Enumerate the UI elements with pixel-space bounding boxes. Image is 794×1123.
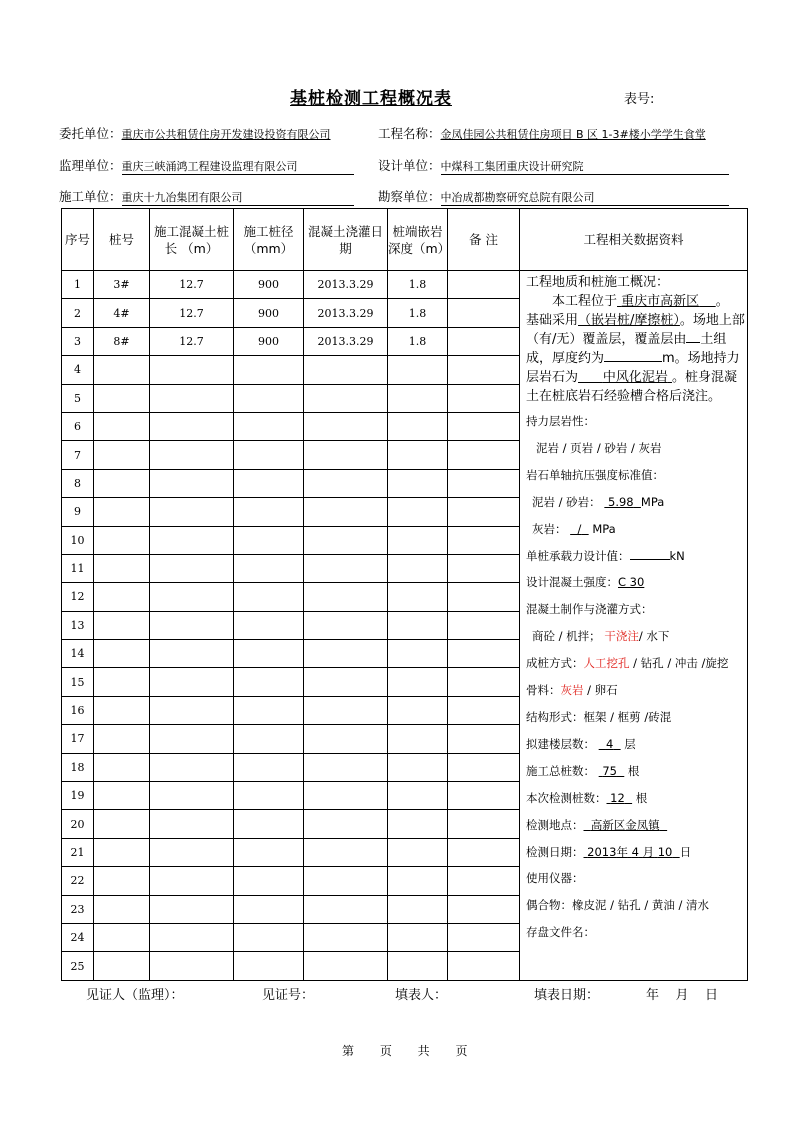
row-embed-depth [388, 838, 448, 866]
foundation-prefix: 基础采用 [526, 313, 579, 328]
row-diameter [234, 469, 304, 497]
row-diameter [234, 952, 304, 980]
design-label: 设计单位： [378, 158, 441, 173]
bearing-label: 持力层岩性： [526, 414, 595, 428]
method-label: 混凝土制作与浇灌方式： [526, 602, 653, 617]
row-length: 12.7 [150, 299, 234, 327]
method-b: / 水下 [638, 629, 670, 644]
form-options: / 钻孔 / 冲击 /旋挖 [633, 656, 729, 671]
floors-text: 4 [605, 736, 614, 751]
lime-text: / [577, 521, 582, 536]
lime-label: 灰岩： [532, 521, 567, 536]
row-remark [448, 867, 520, 895]
row-pile-no [94, 554, 150, 582]
row-remark [448, 810, 520, 838]
row-embed-depth [388, 895, 448, 923]
row-pile-no: 4# [94, 299, 150, 327]
row-pile-no: 3# [94, 271, 150, 299]
row-no: 10 [62, 526, 94, 554]
row-embed-depth [388, 469, 448, 497]
date-value [584, 845, 680, 859]
row-length [150, 867, 234, 895]
header-pile-no: 桩号 [94, 209, 150, 271]
row-length [150, 583, 234, 611]
aggregate-selected: 灰岩 [560, 683, 584, 698]
row-pour-date [304, 412, 388, 440]
row-embed-depth [388, 412, 448, 440]
geo-body: 本工程位于 重庆市高新区 。 [552, 294, 729, 309]
soil-text: 土组成，厚度约为 [526, 332, 727, 366]
row-diameter [234, 412, 304, 440]
row-remark [448, 384, 520, 412]
row-diameter [234, 640, 304, 668]
aggregate-options: / 卵石 [587, 683, 618, 698]
bearing-options: 泥岩 / 页岩 / 砂岩 / 灰岩 [536, 440, 662, 455]
site-text: 高新区金凤镇 [590, 817, 660, 832]
row-pile-no [94, 356, 150, 384]
ucs-label: 岩石单轴抗压强度标准值： [526, 467, 664, 482]
row-diameter [234, 554, 304, 582]
design-line [378, 156, 729, 175]
site-line [526, 812, 747, 839]
pile-test-table [61, 208, 748, 981]
row-length [150, 356, 234, 384]
row-embed-depth [388, 356, 448, 384]
row-no: 25 [62, 952, 94, 980]
foundation-value: （嵌岩桩/摩擦桩） [578, 313, 680, 328]
location-prefix: 本工程位于 [552, 294, 618, 309]
row-pile-no [94, 498, 150, 526]
row-embed-depth: 1.8 [388, 271, 448, 299]
site-value [584, 818, 668, 832]
row-pile-no [94, 895, 150, 923]
row-pile-no [94, 583, 150, 611]
row-pile-no: 8# [94, 327, 150, 355]
row-length [150, 611, 234, 639]
row-remark [448, 356, 520, 384]
capacity-line [526, 543, 747, 570]
method-selected: 干浇注 [604, 629, 639, 644]
strength-label: 设计混凝土强度： [526, 575, 618, 590]
floors-label: 拟建楼层数： [526, 736, 595, 751]
row-length [150, 753, 234, 781]
fill-date-label: 填表日期： [534, 988, 600, 1003]
row-remark [448, 725, 520, 753]
tested-value [607, 791, 633, 805]
geo-heading: 工程地质和桩施工概况： [526, 275, 670, 290]
row-remark [448, 469, 520, 497]
row-length [150, 810, 234, 838]
row-no: 9 [62, 498, 94, 526]
geo-paragraph [526, 273, 747, 406]
row-embed-depth: 1.8 [388, 327, 448, 355]
row-pile-no [94, 838, 150, 866]
row-embed-depth [388, 498, 448, 526]
row-pour-date [304, 441, 388, 469]
row-pile-no [94, 782, 150, 810]
row-remark [448, 271, 520, 299]
row-pour-date [304, 895, 388, 923]
tested-line [526, 785, 747, 812]
row-length [150, 668, 234, 696]
row-pour-date [304, 923, 388, 951]
row-embed-depth [388, 725, 448, 753]
row-diameter [234, 895, 304, 923]
supervisor-line [59, 156, 354, 175]
row-remark [448, 498, 520, 526]
row-embed-depth [388, 696, 448, 724]
row-embed-depth [388, 782, 448, 810]
row-no: 22 [62, 867, 94, 895]
strength-value: C 30 [618, 575, 645, 590]
mud-text: 5.98 [608, 494, 634, 509]
lime-value [570, 522, 589, 536]
foundation-body [526, 311, 747, 406]
builder-line [59, 187, 354, 206]
row-embed-depth: 1.8 [388, 299, 448, 327]
row-remark [448, 526, 520, 554]
row-length [150, 782, 234, 810]
row-remark [448, 782, 520, 810]
page-title: 基桩检测工程概况表 [290, 89, 452, 109]
total-value [599, 764, 625, 778]
tested-unit: 根 [635, 790, 648, 805]
row-remark [448, 838, 520, 866]
row-pour-date: 2013.3.29 [304, 327, 388, 355]
row-pour-date: 2013.3.29 [304, 271, 388, 299]
foundation-text: 。场地上部（有/无）覆盖层，覆盖层由 [526, 313, 745, 347]
client-label: 委托单位： [59, 126, 122, 141]
row-pour-date [304, 554, 388, 582]
row-diameter [234, 923, 304, 951]
site-label: 检测地点： [526, 817, 584, 832]
row-pile-no [94, 469, 150, 497]
project-data-cell [520, 271, 748, 981]
rock-text: 中风化泥岩 [602, 370, 668, 385]
table-number-label: 表号: [624, 92, 655, 107]
date-month: 4 [631, 844, 639, 859]
row-pile-no [94, 441, 150, 469]
coupling-line: 偶合物：橡皮泥 / 钻孔 / 黄油 / 清水 [526, 898, 710, 913]
floors-unit: 层 [624, 736, 636, 751]
row-no: 12 [62, 583, 94, 611]
date-year: 2013 [587, 844, 617, 859]
header-remark: 备 注 [448, 209, 520, 271]
row-pile-no [94, 668, 150, 696]
project-line [378, 124, 706, 142]
row-remark [448, 668, 520, 696]
row-remark [448, 611, 520, 639]
strength-line [526, 569, 747, 596]
row-diameter [234, 867, 304, 895]
capacity-unit: kN [669, 548, 685, 563]
row-diameter [234, 810, 304, 838]
builder-value: 重庆十九冶集团有限公司 [122, 189, 354, 206]
row-diameter [234, 838, 304, 866]
capacity-label: 单桩承载力设计值： [526, 548, 630, 563]
row-length [150, 526, 234, 554]
header-embed-depth: 桩端嵌岩深度（m） [388, 209, 448, 271]
row-diameter [234, 696, 304, 724]
row-no: 18 [62, 753, 94, 781]
client-line [59, 124, 331, 142]
supervisor-label: 监理单位： [59, 158, 122, 173]
row-length [150, 384, 234, 412]
rock-value [578, 370, 672, 385]
row-pour-date [304, 611, 388, 639]
row-no: 24 [62, 923, 94, 951]
mud-unit: MPa [640, 494, 665, 509]
row-remark [448, 554, 520, 582]
row-diameter [234, 384, 304, 412]
bearing-rock-text: m。场地持力层岩石为 [526, 351, 740, 385]
row-diameter [234, 441, 304, 469]
form-line [526, 650, 747, 677]
row-no: 4 [62, 356, 94, 384]
row-pile-no [94, 611, 150, 639]
row-pour-date [304, 469, 388, 497]
witness-label: 见证人（监理）： [86, 988, 184, 1003]
row-no: 14 [62, 640, 94, 668]
row-pile-no [94, 412, 150, 440]
floors-line [526, 731, 747, 758]
row-pile-no [94, 696, 150, 724]
row-remark [448, 299, 520, 327]
row-length: 12.7 [150, 271, 234, 299]
row-pile-no [94, 867, 150, 895]
row-no: 16 [62, 696, 94, 724]
page-footer: 第 页 共 页 [342, 1044, 468, 1058]
location-value [617, 294, 716, 309]
row-length: 12.7 [150, 327, 234, 355]
project-value: 金凤佳园公共租赁住房项目 B 区 1-3#楼小学学生食堂 [440, 128, 706, 141]
row-diameter [234, 782, 304, 810]
row-pour-date [304, 838, 388, 866]
row-no: 5 [62, 384, 94, 412]
row-length [150, 469, 234, 497]
row-embed-depth [388, 583, 448, 611]
survey-line [378, 187, 729, 206]
date-day-unit: 日 [679, 844, 692, 859]
structure-line: 结构形式：框架 / 框剪 /砖混 [526, 709, 672, 724]
survey-label: 勘察单位： [378, 189, 441, 204]
row-embed-depth [388, 952, 448, 980]
row-embed-depth [388, 867, 448, 895]
row-diameter [234, 611, 304, 639]
row-remark [448, 327, 520, 355]
row-diameter [234, 753, 304, 781]
mud-value [604, 495, 641, 509]
date-line [526, 839, 747, 866]
tested-label: 本次检测桩数： [526, 790, 607, 805]
row-pour-date [304, 810, 388, 838]
design-value: 中煤科工集团重庆设计研究院 [441, 158, 729, 175]
floors-value [599, 737, 621, 751]
survey-value: 中冶成都勘察研究总院有限公司 [441, 189, 729, 206]
row-no: 20 [62, 810, 94, 838]
table-header-row [62, 209, 748, 271]
row-remark [448, 412, 520, 440]
row-pour-date [304, 952, 388, 980]
row-remark [448, 583, 520, 611]
total-unit: 根 [627, 763, 640, 778]
witness-no-label: 见证号： [262, 988, 315, 1003]
supervisor-value: 重庆三峡涌鸿工程建设监理有限公司 [122, 158, 354, 175]
row-diameter [234, 583, 304, 611]
row-no: 15 [62, 668, 94, 696]
row-no: 11 [62, 554, 94, 582]
row-length [150, 696, 234, 724]
form-label: 成桩方式： [526, 656, 584, 671]
row-diameter: 900 [234, 299, 304, 327]
row-remark [448, 753, 520, 781]
row-embed-depth [388, 668, 448, 696]
row-no: 17 [62, 725, 94, 753]
row-embed-depth [388, 611, 448, 639]
row-pile-no [94, 810, 150, 838]
row-pile-no [94, 384, 150, 412]
row-length [150, 923, 234, 951]
row-length [150, 952, 234, 980]
method-options [526, 623, 747, 650]
row-remark [448, 895, 520, 923]
row-pour-date [304, 753, 388, 781]
header-no: 序号 [62, 209, 94, 271]
row-pour-date [304, 668, 388, 696]
row-pile-no [94, 640, 150, 668]
row-remark [448, 696, 520, 724]
row-pour-date [304, 725, 388, 753]
row-pour-date [304, 356, 388, 384]
row-pile-no [94, 753, 150, 781]
row-diameter: 900 [234, 327, 304, 355]
row-diameter [234, 668, 304, 696]
row-embed-depth [388, 441, 448, 469]
header-pour-date: 混凝土浇灌日期 [304, 209, 388, 271]
row-pour-date [304, 696, 388, 724]
row-embed-depth [388, 810, 448, 838]
row-no: 13 [62, 611, 94, 639]
row-no: 1 [62, 271, 94, 299]
row-pour-date: 2013.3.29 [304, 299, 388, 327]
row-no: 23 [62, 895, 94, 923]
date-month-unit: 月 [642, 844, 655, 859]
row-no: 2 [62, 299, 94, 327]
row-length [150, 441, 234, 469]
form-selected: 人工挖孔 [583, 656, 630, 671]
row-pour-date [304, 583, 388, 611]
tested-text: 12 [610, 790, 625, 805]
row-pile-no [94, 923, 150, 951]
row-embed-depth [388, 554, 448, 582]
row-no: 3 [62, 327, 94, 355]
row-pour-date [304, 384, 388, 412]
lime-line [526, 516, 747, 543]
total-text: 75 [602, 763, 617, 778]
row-pile-no [94, 952, 150, 980]
date-label: 检测日期： [526, 844, 584, 859]
mud-line [526, 489, 747, 516]
row-remark [448, 923, 520, 951]
row-length [150, 498, 234, 526]
builder-label: 施工单位： [59, 189, 122, 204]
row-pour-date [304, 526, 388, 554]
row-pour-date [304, 867, 388, 895]
row-length [150, 640, 234, 668]
total-line [526, 758, 747, 785]
date-year-unit: 年 [616, 844, 628, 859]
aggregate-line [526, 677, 747, 704]
row-remark [448, 441, 520, 469]
lime-unit: MPa [592, 521, 616, 536]
file-name-label: 存盘文件名： [526, 925, 595, 940]
table-row [62, 271, 748, 299]
row-pile-no [94, 526, 150, 554]
row-no: 21 [62, 838, 94, 866]
row-diameter [234, 526, 304, 554]
row-embed-depth [388, 384, 448, 412]
row-length [150, 725, 234, 753]
date-day: 10 [657, 844, 673, 859]
total-label: 施工总桩数： [526, 763, 595, 778]
row-no: 6 [62, 412, 94, 440]
row-embed-depth [388, 526, 448, 554]
row-length [150, 838, 234, 866]
row-diameter: 900 [234, 271, 304, 299]
row-pour-date [304, 782, 388, 810]
row-length [150, 554, 234, 582]
row-no: 8 [62, 469, 94, 497]
row-diameter [234, 498, 304, 526]
method-a: 商砼 / 机拌； [532, 629, 601, 644]
header-diameter: 施工桩径（mm） [234, 209, 304, 271]
row-embed-depth [388, 923, 448, 951]
row-diameter [234, 725, 304, 753]
row-length [150, 412, 234, 440]
row-no: 7 [62, 441, 94, 469]
header-project-data: 工程相关数据资料 [520, 209, 748, 271]
row-remark [448, 640, 520, 668]
pour-text: 。桩身混凝土在桩底岩石经验槽合格后浇注。 [526, 370, 737, 404]
row-embed-depth [388, 753, 448, 781]
row-pile-no [94, 725, 150, 753]
header-length: 施工混凝土桩长 （m） [150, 209, 234, 271]
row-pour-date [304, 498, 388, 526]
project-label: 工程名称： [378, 126, 441, 141]
location-text: 重庆市高新区 [621, 294, 700, 309]
row-length [150, 895, 234, 923]
row-no: 19 [62, 782, 94, 810]
row-remark [448, 952, 520, 980]
fill-date-ymd: 年 月 日 [646, 988, 719, 1003]
client-value: 重庆市公共租赁住房开发建设投资有限公司 [121, 128, 331, 141]
mud-label: 泥岩 / 砂岩： [532, 494, 601, 509]
filler-label: 填表人： [395, 988, 448, 1003]
row-embed-depth [388, 640, 448, 668]
row-pour-date [304, 640, 388, 668]
row-diameter [234, 356, 304, 384]
instrument-label: 使用仪器： [526, 871, 584, 886]
aggregate-label: 骨料： [526, 683, 561, 698]
